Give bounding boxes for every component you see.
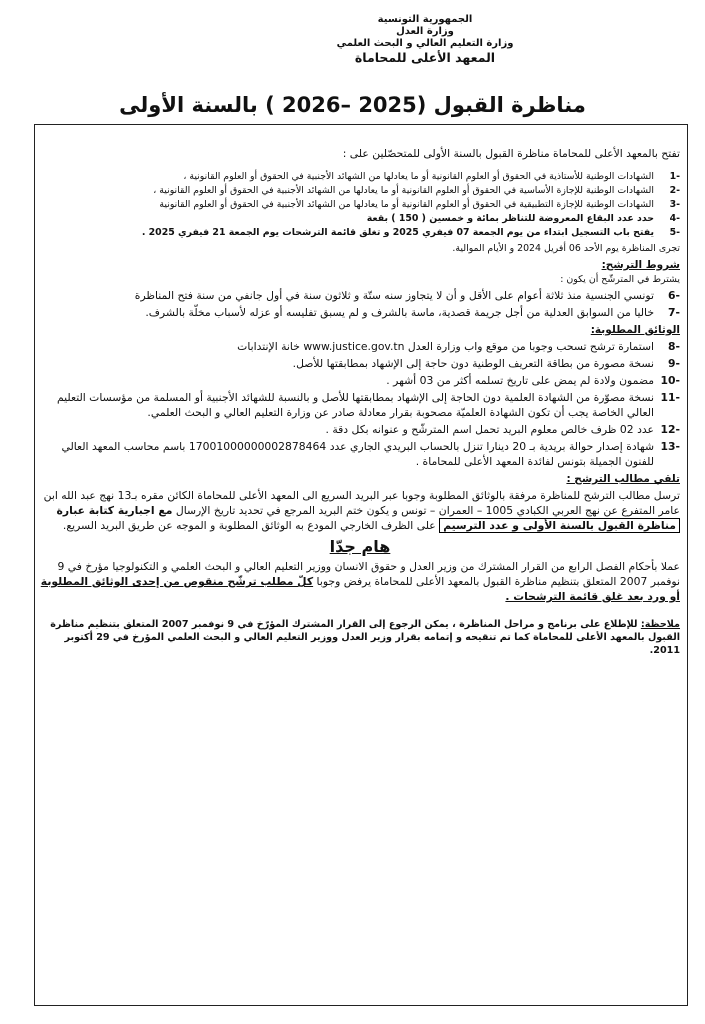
item-number: -5 — [669, 227, 680, 238]
item-text: حدد عدد البقاع المعروضة للتناظر بمائة و خمسين ( 150 ) بقعة — [366, 213, 654, 224]
document-body — [40, 146, 680, 657]
item-text: استمارة ترشح تسحب وجوبا من موقع واب وزارة العدل www.justice.gov.tn خانة الإنتدابات — [237, 340, 654, 353]
item-text: يفتح باب التسجيل ابتداء من يوم الجمعة 07 فيفري 2025 و تغلق قائمة الترشحات يوم الجمعة 21 فيفري 2025 . — [141, 227, 654, 238]
candidacy-lead: يشترط في المترشّح أن يكون : — [560, 274, 680, 285]
item-number: -6 — [668, 289, 680, 302]
list-item — [40, 185, 680, 197]
list-item — [40, 171, 680, 183]
list-item — [40, 227, 680, 239]
important-paragraph — [40, 559, 680, 604]
list-item — [40, 439, 680, 469]
page-title: مناظرة القبول (2025 –2026 ) بالسنة الأولى — [119, 93, 586, 117]
item-text: نسخة مصورة من بطاقة التعريف الوطنية دون حاجة إلى الإشهاد بمطابقتها للأصل. — [292, 357, 654, 370]
item-number: -13 — [660, 440, 680, 453]
header-ministry-higher-education: وزارة التعليم العالي و البحث العلمي — [336, 38, 514, 49]
item-number: -8 — [668, 340, 680, 353]
intro-text: تفتح بالمعهد الأعلى للمحاماة مناظرة القبول بالسنة الأولى للمتحصّلين على : — [342, 147, 680, 160]
item-text: مضمون ولادة لم يمض على تاريخ تسلمه أكثر من 03 أشهر . — [386, 374, 654, 387]
item-number: -11 — [660, 391, 680, 404]
document-header — [145, 14, 705, 65]
important-text: عملا بأحكام الفصل الرابع من القرار المشترك من وزير العدل و حقوق الانسان ووزير التعليم العالي و البحث العلمي و التكنولوجيا مؤرخ في 9 نوفمبر 2007 المتعلق بتنظيم مناظرة القبول بالمعهد الأعلى للمحاماة يرفض وجوبا — [57, 560, 680, 588]
item-text: تونسي الجنسية منذ ثلاثة أعوام على الأقل و أن لا يتجاوز سنه ستّة و ثلاثون سنة في أول جانفي من سنة فتح المناظرة — [134, 289, 654, 302]
item-number: -7 — [668, 306, 680, 319]
receipt-emphasis: مع اجبارية كتابة عبارة — [56, 504, 173, 517]
item-text: الشهادات الوطنية للإجازة التطبيقية في الحقوق أو العلوم القانونية أو ما يعادلها من الشهائد الأجنبية في الحقوق أو العلوم القانونية — [159, 199, 654, 210]
boxed-phrase: مناظرة القبول بالسنة الأولى و عدد الترسيم — [439, 518, 680, 533]
candidacy-heading: شروط الترشح: — [601, 259, 680, 271]
list-item — [40, 373, 680, 388]
item-text: الشهادات الوطنية للأستاذية في الحقوق أو العلوم القانونية أو ما يعادلها من الشهائد الأجنبية في الحقوق أو العلوم القانونية ، — [183, 171, 654, 182]
receipt-text-end: على الظرف الخارجي المودع به الوثائق المطلوبة و الموجه عن طريق البريد السريع. — [62, 519, 436, 532]
receipt-text: ترسل مطالب الترشح للمناظرة مرفقة بالوثائق المطلوبة وجوبا عبر البريد السريع الى المعهد الأعلى للمحاماة الكائن مقره بـ13 نهج عبد الله ابن عامر المتفرع عن نهج العربي الكبادي 1005 – العمران – تونس و يكون ختم البريد المرجع في تحديد تاريخ الإرسال — [43, 489, 680, 517]
list-item — [40, 390, 680, 420]
item-text: خاليا من السوابق العدلية من أجل جريمة قصدية، ماسة بالشرف و لم يسبق تفليسه أو عزله لأسباب مخلّة بالشرف. — [145, 306, 654, 319]
item-number: -12 — [660, 423, 680, 436]
receipt-heading: تلقي مطالب الترشح : — [566, 473, 680, 485]
receipt-paragraph — [40, 488, 680, 533]
note-label: ملاحظة: — [640, 619, 680, 630]
list-item — [40, 288, 680, 303]
list-item — [40, 356, 680, 371]
conditions-list — [40, 171, 680, 239]
header-institute: المعهد الأعلى للمحاماة — [354, 50, 496, 65]
list-item — [40, 339, 680, 354]
item-text: شهادة إصدار حوالة بريدية بـ 20 دينارا تنزل بالحساب البريدي الجاري عدد 17001000000002878464 باسم محاسب المعهد العالي للفنون الجميلة بتونس لفائدة المعهد الأعلى للمحاماة . — [61, 440, 654, 468]
list-item — [40, 422, 680, 437]
header-republic: الجمهورية التونسية — [377, 14, 473, 25]
item-number: -3 — [669, 199, 680, 210]
list-item — [40, 199, 680, 211]
header-ministry-justice: وزارة العدل — [396, 26, 454, 37]
item-number: -2 — [669, 185, 680, 196]
note-block — [40, 618, 680, 657]
important-emphasis: كلّ مطلب ترشّح منقوص من إحدى الوثائق المطلوبة أو ورد بعد غلق قائمة الترشحات . — [40, 575, 680, 603]
item-text: الشهادات الوطنية للإجازة الأساسية في الحقوق أو العلوم القانونية أو ما يعادلها من الشهائد الأجنبية في الحقوق أو العلوم القانونية ، — [153, 185, 654, 196]
important-heading: هام جدّا — [329, 537, 391, 556]
exam-date-text: تجرى المناظرة يوم الأحد 06 أفريل 2024 و الأيام الموالية. — [452, 243, 680, 254]
note-text: للإطلاع على برنامج و مراحل المناظرة ، يمكن الرجوع إلى القرار المشترك المؤرّخ في 9 نوفمبر 2007 المتعلق بتنظيم مناظرة القبول بالمعهد الأعلى للمحاماة كما تم تنقيحه و إتمامه بقرار وزير العدل ووزير التعليم العالي و البحث العلمي المؤرخ في 29 أكتوبر 2011. — [50, 619, 680, 656]
item-text: نسخة مصوّرة من الشهادة العلمية دون الحاجة إلى الإشهاد بمطابقتها للأصل و بالنسبة للشهائد الأجنبية أو المسلمة من مؤسسات التعليم العالي الخاصة يجب أن تكون الشهادة العلميّة مصحوبة بقرار معادلة صادر عن وزارة التعليم العالي و البحث العلمي. — [56, 391, 654, 419]
list-item — [40, 305, 680, 320]
item-number: -9 — [668, 357, 680, 370]
item-text: عدد 02 ظرف خالص معلوم البريد تحمل اسم المترشّح و عنوانه بكل دقة . — [325, 423, 654, 436]
list-item — [40, 213, 680, 225]
item-number: -10 — [660, 374, 680, 387]
item-number: -1 — [669, 171, 680, 182]
documents-heading: الوثائق المطلوبة: — [590, 324, 680, 336]
item-number: -4 — [669, 213, 680, 224]
